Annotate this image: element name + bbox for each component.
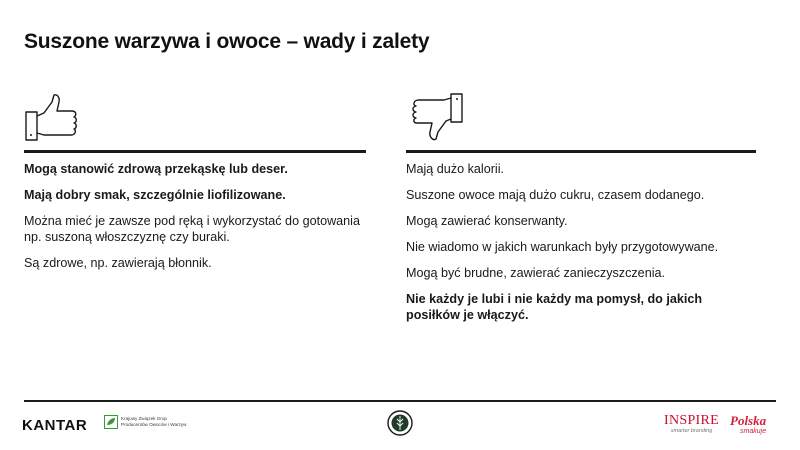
pros-item: Są zdrowe, np. zawierają błonnik. bbox=[24, 256, 212, 270]
kantar-logo: KANTAR bbox=[22, 417, 88, 434]
cons-list bbox=[406, 161, 756, 323]
cons-icon-wrap bbox=[406, 92, 756, 150]
polska-tagline: smakuje bbox=[740, 428, 767, 435]
inspire-wordmark: INSPIRE bbox=[664, 413, 719, 428]
kzg-line-2: Producentów Owoców i Warzyw bbox=[121, 422, 187, 427]
cons-item: Nie wiadomo w jakich warunkach były przygotowywane. bbox=[406, 240, 719, 254]
cons-item: Suszone owoce mają dużo cukru, czasem dodanego. bbox=[406, 188, 705, 202]
cons-item: Nie każdy je lubi i nie każdy ma pomysł, do jakich posiłków je włączyć. bbox=[406, 292, 703, 322]
kzg-line-1: Krajowy Związek Grup bbox=[121, 416, 167, 421]
kzg-logo bbox=[104, 415, 186, 429]
kzg-leaf-icon bbox=[104, 415, 118, 429]
footer-divider bbox=[24, 400, 776, 402]
pros-item: Mają dobry smak, szczególnie liofilizowane. bbox=[24, 188, 286, 202]
pros-list bbox=[24, 161, 366, 271]
thumbs-up-icon bbox=[24, 92, 84, 144]
pros-icon-wrap bbox=[24, 92, 366, 150]
seal-logo bbox=[387, 410, 413, 441]
polska-smakuje-logo bbox=[730, 414, 766, 436]
polska-wordmark: Polska bbox=[730, 413, 767, 428]
cons-item: Mają dużo kalorii. bbox=[406, 162, 504, 176]
seal-icon bbox=[387, 410, 413, 436]
cons-rule bbox=[406, 150, 756, 153]
pros-item: Można mieć je zawsze pod ręką i wykorzystać do gotowania np. suszoną włoszczyznę czy buraki. bbox=[24, 214, 360, 244]
kzg-text bbox=[121, 416, 186, 428]
inspire-logo bbox=[664, 414, 719, 435]
pros-column bbox=[24, 92, 366, 281]
pros-item: Mogą stanowić zdrową przekąskę lub deser. bbox=[24, 162, 288, 176]
cons-item: Mogą być brudne, zawierać zanieczyszczenia. bbox=[406, 266, 665, 280]
inspire-tagline: smarter branding bbox=[670, 428, 713, 434]
cons-column bbox=[406, 92, 756, 333]
pros-rule bbox=[24, 150, 366, 153]
cons-item: Mogą zawierać konserwanty. bbox=[406, 214, 568, 228]
thumbs-down-icon bbox=[406, 92, 466, 144]
page-title: Suszone warzywa i owoce – wady i zalety bbox=[24, 30, 430, 53]
